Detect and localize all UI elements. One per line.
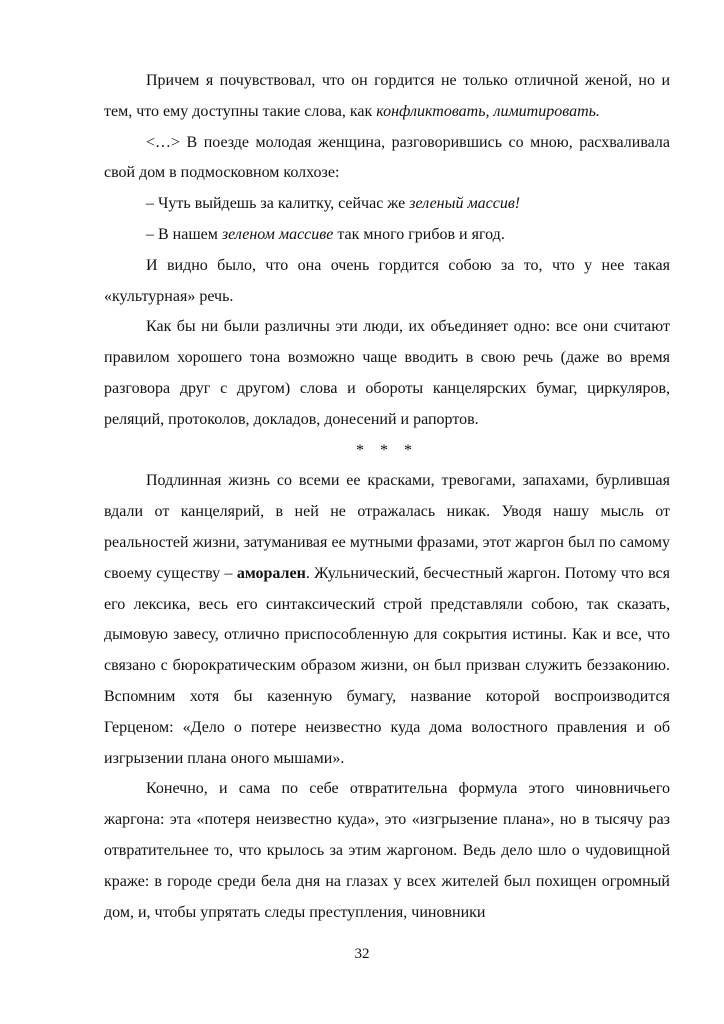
paragraph <box>104 466 670 774</box>
paragraph <box>104 189 670 220</box>
page-number: 32 <box>354 946 370 962</box>
paragraph <box>104 66 670 128</box>
text-run: * * * <box>356 441 418 459</box>
italic-text: конфликтовать, лимитировать. <box>376 102 600 120</box>
bold-text: аморален <box>236 564 306 582</box>
body-text <box>104 66 670 928</box>
text-run: Конечно, и сама по себе отвратительна формула этого чиновничьего жаргона: эта «потеря неизвестно куда», это «изгрызение плана», но в тысячу раз отвратительнее то, что крылось за этим жаргоном. Ведь дело шло о чудовищной краже: в городе среди бела дня на глазах у всех жителей был похищен огромный дом, и, чтобы упрятать следы преступления, чиновники <box>104 780 670 921</box>
text-run: Как бы ни были различны эти люди, их объединяет одно: все они считают правилом хорошего тона возможно чаще вводить в свою речь (даже во время разговора друг с другом) слова и обороты канцелярских бумаг, циркуляров, реляций, протоколов, докладов, донесений и рапортов. <box>104 318 670 428</box>
paragraph <box>104 220 670 251</box>
text-run: – Чуть выйдешь за калитку, сейчас же <box>146 195 410 213</box>
text-run: . Жульнический, бесчестный жаргон. Потому что вся его лексика, весь его синтаксический строй представляли собою, так сказать, дымовую завесу, отлично приспособленную для сокрытия истины. Как и все, что связано с бюрократическим образом жизни, он был призван служить беззаконию. Вспомним хотя бы казенную бумагу, название которой воспроизводится Герценом: «Дело о потере неизвестно куда дома волостного правления и об изгрызении плана оного мышами». <box>104 564 671 767</box>
section-separator <box>104 436 670 467</box>
text-run: Причем я почувствовал, что он гордится не только отличной женой, но и тем, что ему доступны такие слова, как <box>104 72 670 120</box>
paragraph <box>104 312 670 435</box>
italic-text: зеленом массиве <box>221 225 334 243</box>
paragraph <box>104 128 670 190</box>
text-run: – В нашем <box>146 225 222 243</box>
paragraph <box>104 251 670 313</box>
text-run: И видно было, что она очень гордится собою за то, что у нее такая «культурная» речь. <box>104 256 670 305</box>
italic-text: зеленый массив! <box>409 195 521 213</box>
text-run: <…> В поезде молодая женщина, разговорившись со мною, расхваливала свой дом в подмосковном колхозе: <box>104 133 670 182</box>
text-run: Подлинная жизнь со всеми ее красками, тревогами, запахами, бурлившая вдали от канцелярий, в ней не отражалась никак. Уводя нашу мысль от реальностей жизни, затуманивая ее мутными фразами, этот жаргон был по самому своему существу – <box>104 472 670 582</box>
paragraph <box>104 774 670 928</box>
text-run: так много грибов и ягод. <box>333 225 505 243</box>
